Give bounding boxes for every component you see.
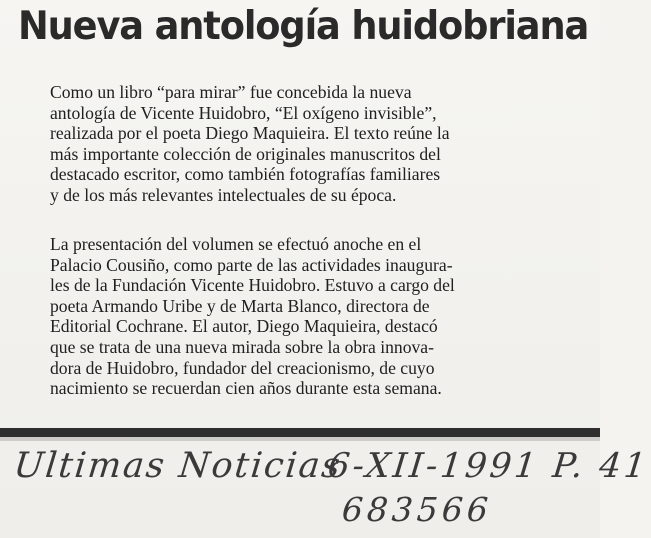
- handwritten-source: Ultimas Noticias: [11, 446, 344, 486]
- article-headline: Nueva antología huidobriana: [18, 4, 589, 49]
- paragraph-2-line: La presentación del volumen se efectuó anoche en el: [50, 234, 422, 254]
- article-paragraph-2: [50, 234, 574, 399]
- handwritten-catalog-code: 683566: [340, 490, 494, 529]
- paragraph-2-line: que se trata de una nueva mirada sobre la obra innova-: [50, 336, 434, 357]
- paragraph-2-line: Palacio Cousiño, como parte de las actividades inaugura-: [50, 254, 453, 275]
- rule-shadow: [0, 437, 600, 441]
- paragraph-1-line: antología de Vicente Huidobro, “El oxígeno invisible”,: [50, 102, 437, 123]
- article-paragraph-1: [50, 82, 574, 206]
- paragraph-2-line: poeta Armando Uribe y de Marta Blanco, directora de: [50, 295, 430, 316]
- paragraph-1-line: destacado escritor, como también fotografías familiares: [50, 164, 441, 185]
- article-bottom-rule: [0, 428, 600, 437]
- handwritten-date: 6-XII-1991: [325, 446, 542, 486]
- paragraph-2-line: dora de Huidobro, fundador del creacionismo, de cuyo: [50, 357, 435, 378]
- handwritten-page: P. 41: [550, 446, 651, 486]
- paragraph-2-line: Editorial Cochrane. El autor, Diego Maquieira, destacó: [50, 316, 438, 337]
- paragraph-1-line: más importante colección de originales manuscritos del: [50, 143, 441, 164]
- paragraph-1-line: realizada por el poeta Diego Maquieira. El texto reúne la: [50, 123, 450, 144]
- paragraph-1-line: Como un libro “para mirar” fue concebida la nueva: [50, 82, 412, 102]
- paragraph-2-line: nacimiento se recuerdan cien años durante esta semana.: [50, 378, 442, 399]
- paragraph-2-line: les de la Fundación Vicente Huidobro. Estuvo a cargo del: [50, 275, 455, 296]
- handwritten-date-page: [326, 446, 651, 486]
- paragraph-1-line: y de los más relevantes intelectuales de su época.: [50, 184, 397, 205]
